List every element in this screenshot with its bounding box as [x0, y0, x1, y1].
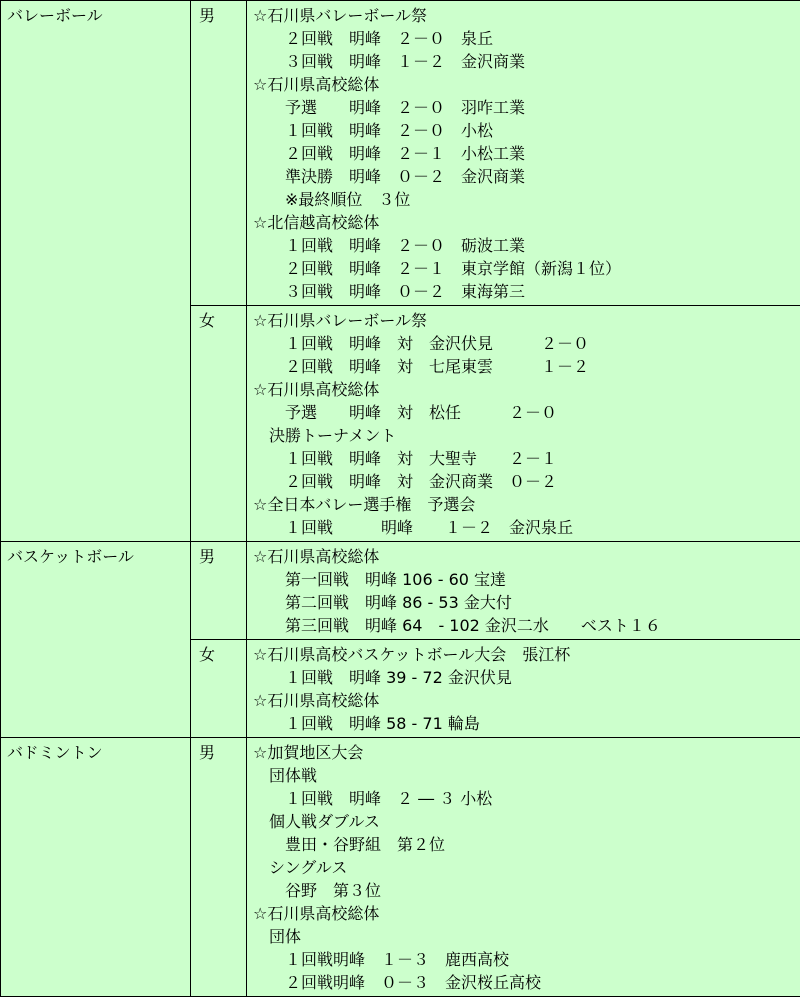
- results-cell: [247, 1, 800, 306]
- result-line: 第三回戦 明峰 64 - 102 金沢二水 ベスト１６: [253, 614, 800, 637]
- result-line: ２回戦明峰 ０－３ 金沢桜丘高校: [253, 971, 800, 994]
- result-line: ３回戦 明峰 ０－２ 東海第三: [253, 280, 800, 303]
- gender-cell: 男: [191, 738, 247, 997]
- sport-name-cell: バレーボール: [1, 1, 191, 542]
- gender-cell: 男: [191, 1, 247, 306]
- results-lines: [247, 738, 800, 996]
- sport-name-cell: バスケットボール: [1, 542, 191, 738]
- result-line: 団体戦: [253, 764, 800, 787]
- results-lines: [247, 640, 800, 737]
- result-line: ２回戦 明峰 ２－１ 東京学館（新潟１位）: [253, 257, 800, 280]
- results-lines: [247, 306, 800, 541]
- gender-cell: 女: [191, 306, 247, 542]
- result-line: シングルス: [253, 856, 800, 879]
- result-line: 予選 明峰 対 松任 ２－０: [253, 401, 800, 424]
- result-line: ☆石川県高校総体: [253, 902, 800, 925]
- result-line: 豊田・谷野組 第２位: [253, 833, 800, 856]
- result-line: 第一回戦 明峰 106 - 60 宝達: [253, 568, 800, 591]
- results-cell: [247, 640, 800, 738]
- results-cell: [247, 306, 800, 542]
- result-line: ３回戦 明峰 １－２ 金沢商業: [253, 50, 800, 73]
- result-line: 準決勝 明峰 ０－２ 金沢商業: [253, 165, 800, 188]
- results-lines: [247, 542, 800, 639]
- result-line: ☆石川県高校総体: [253, 378, 800, 401]
- result-line: １回戦明峰 １－３ 鹿西高校: [253, 948, 800, 971]
- result-line: ☆北信越高校総体: [253, 211, 800, 234]
- result-line: ☆石川県高校バスケットボール大会 張江杯: [253, 643, 800, 666]
- result-line: １回戦 明峰 ２ ― ３ 小松: [253, 787, 800, 810]
- result-line: ２回戦 明峰 対 七尾東雲 １－２: [253, 355, 800, 378]
- result-line: １回戦 明峰 ２－０ 小松: [253, 119, 800, 142]
- result-line: １回戦 明峰 ２－０ 砺波工業: [253, 234, 800, 257]
- result-line: ☆石川県バレーボール祭: [253, 4, 800, 27]
- results-cell: [247, 738, 800, 997]
- result-line: ２回戦 明峰 ２－１ 小松工業: [253, 142, 800, 165]
- result-line: 個人戦ダブルス: [253, 810, 800, 833]
- result-line: 第二回戦 明峰 86 - 53 金大付: [253, 591, 800, 614]
- table-row: [1, 1, 800, 306]
- result-line: ☆加賀地区大会: [253, 741, 800, 764]
- sport-name-cell: バドミントン: [1, 738, 191, 997]
- results-table-body: [1, 1, 800, 997]
- result-line: ☆石川県高校総体: [253, 689, 800, 712]
- result-line: ☆石川県高校総体: [253, 545, 800, 568]
- table-row: [1, 738, 800, 997]
- gender-cell: 女: [191, 640, 247, 738]
- gender-cell: 男: [191, 542, 247, 640]
- result-line: 谷野 第３位: [253, 879, 800, 902]
- result-line: １回戦 明峰 １－２ 金沢泉丘: [253, 516, 800, 539]
- result-line: １回戦 明峰 58 - 71 輪島: [253, 712, 800, 735]
- table-row: [1, 542, 800, 640]
- result-line: １回戦 明峰 39 - 72 金沢伏見: [253, 666, 800, 689]
- result-line: ※最終順位 ３位: [253, 188, 800, 211]
- result-line: １回戦 明峰 対 大聖寺 ２－１: [253, 447, 800, 470]
- result-line: ☆全日本バレー選手権 予選会: [253, 493, 800, 516]
- result-line: 決勝トーナメント: [253, 424, 800, 447]
- result-line: ☆石川県バレーボール祭: [253, 309, 800, 332]
- result-line: ２回戦 明峰 ２－０ 泉丘: [253, 27, 800, 50]
- result-line: ２回戦 明峰 対 金沢商業 ０－２: [253, 470, 800, 493]
- result-line: １回戦 明峰 対 金沢伏見 ２－０: [253, 332, 800, 355]
- results-cell: [247, 542, 800, 640]
- result-line: ☆石川県高校総体: [253, 73, 800, 96]
- result-line: 団体: [253, 925, 800, 948]
- results-lines: [247, 1, 800, 305]
- result-line: 予選 明峰 ２－０ 羽咋工業: [253, 96, 800, 119]
